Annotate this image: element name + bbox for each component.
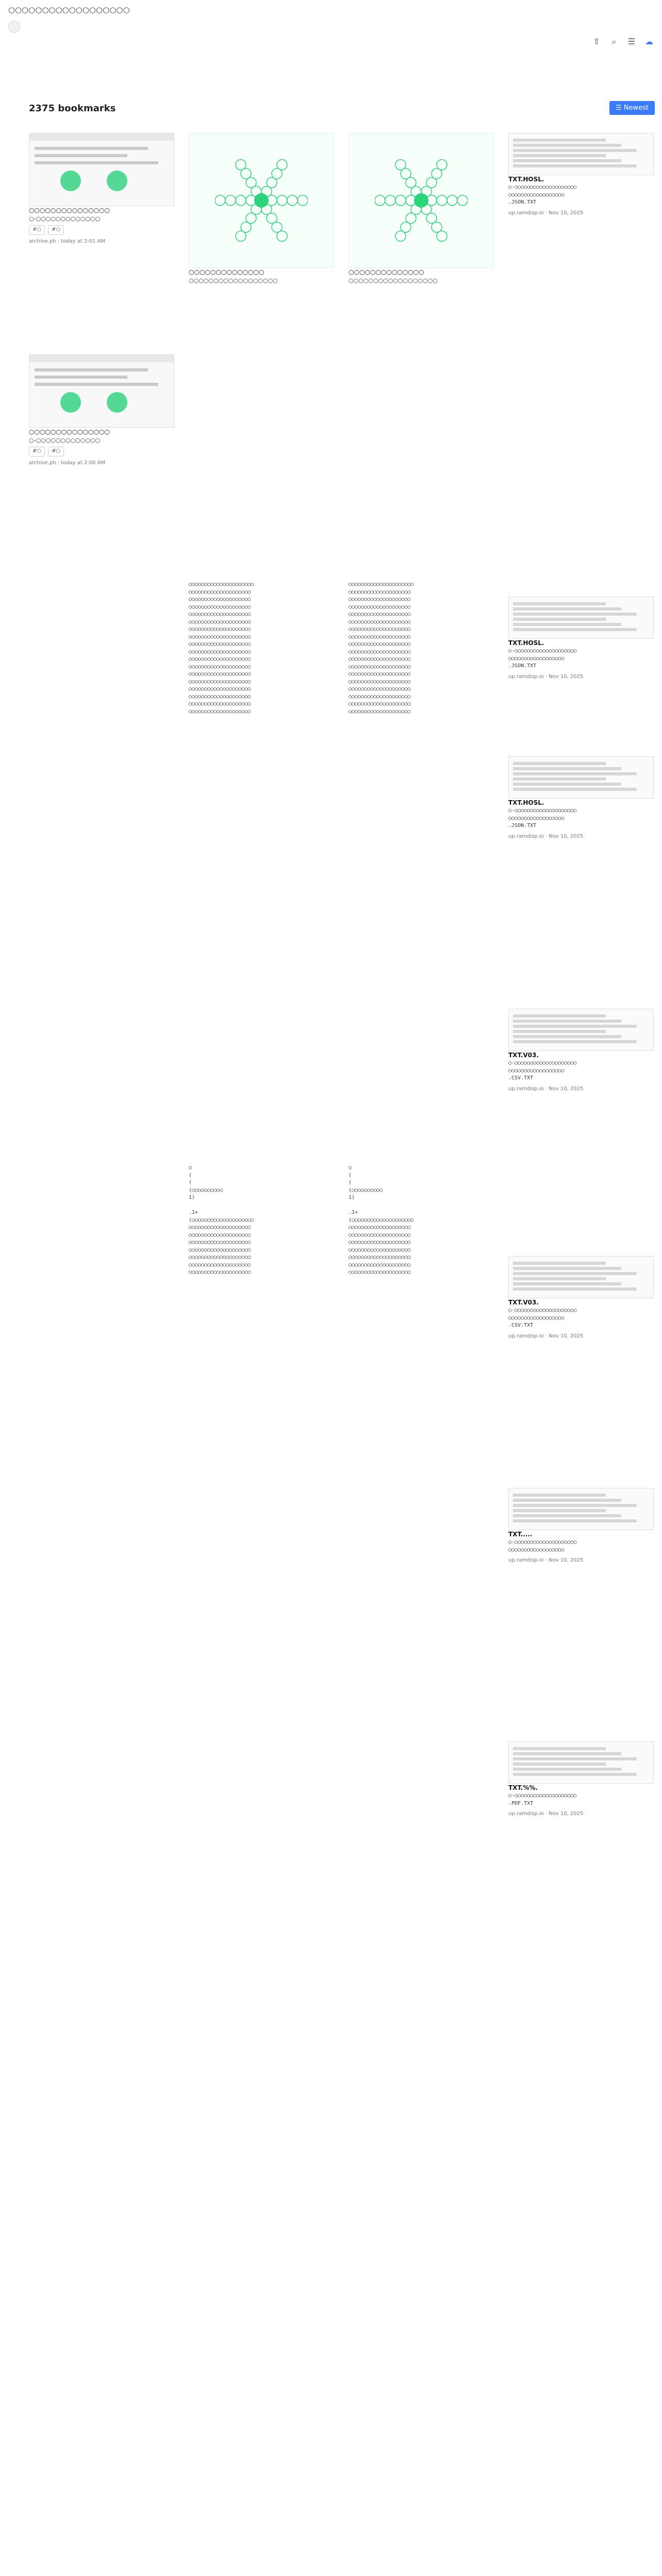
card-title: TXT.HOSL. <box>508 799 544 806</box>
bookmark-card[interactable]: ○○○○○○○○○○○○○○○ ○-○○○○○○○○○○○○○ #○ #○ archive.ph · today at 2:00 AM <box>29 354 173 467</box>
card-title: ○○○○○○○○○○○○○○○ <box>29 207 110 214</box>
preview-image <box>508 133 654 175</box>
preview-image <box>508 1256 654 1298</box>
card-subtitle: ○○○○○○○○○○○○○○○○○○ <box>189 277 278 284</box>
card-subtitle: ○-○○○○○○○○○○○○○ <box>29 215 101 223</box>
card-title: TXT.V03. <box>508 1052 539 1059</box>
bookmark-card[interactable]: TXT.V03. ○-○○○○○○○○○○○○○○○○○○○○ ○○○○○○○○○○○○○○○○○○ .CSV.TXT up.ramdisp.io · Nov 10, 2025 <box>508 1009 653 1093</box>
tag[interactable]: #○ <box>29 447 45 456</box>
timestamp: today at 2:00 AM <box>61 460 106 466</box>
card-title: ○○○○○○○○○○○○○○ <box>349 268 424 276</box>
timestamp: Nov 10, 2025 <box>549 1086 584 1092</box>
bookmark-card[interactable] <box>189 133 333 285</box>
timestamp: Nov 10, 2025 <box>549 673 584 680</box>
card-title: TXT..... <box>508 1531 533 1538</box>
card-title: TXT.V03. <box>508 1299 539 1306</box>
bookmark-card[interactable]: TXT.HOSL. ○-○○○○○○○○○○○○○○○○○○○○ ○○○○○○○○○○○○○○○○○○ .JSON.TXT up.ramdisp.io · Nov 10, 2025 <box>508 756 653 840</box>
card-subtitle: ○○○○○○○○○○○○○○○○○○ <box>349 277 438 284</box>
search-icon[interactable]: ⌕ <box>611 37 617 46</box>
timestamp: Nov 10, 2025 <box>549 833 584 839</box>
card-title: TXT.HOSL. <box>508 639 544 647</box>
top-bar <box>0 0 662 30</box>
timestamp: Nov 10, 2025 <box>549 210 584 216</box>
toolbar-icons <box>591 36 655 47</box>
timestamp: today at 2:01 AM <box>61 238 106 244</box>
thumbnail <box>29 133 174 206</box>
source: archive.ph <box>29 460 56 466</box>
thumbnail <box>29 354 174 428</box>
tag[interactable]: #○ <box>29 225 45 235</box>
sort-newest-button[interactable]: ☰ Newest <box>609 101 655 115</box>
source: up.ramdisp.io <box>508 833 544 839</box>
card-body: ○-○○○○○○○○○○○○○○○○○○○○ ○○○○○○○○○○○○○○○○○○ .JSON.TXT <box>508 648 577 669</box>
card-body: ○-○○○○○○○○○○○○○○○○○○○○ ○○○○○○○○○○○○○○○○○○ .CSV.TXT <box>508 1308 577 1329</box>
pattern-image <box>189 133 334 268</box>
menu-icon[interactable]: ☰ <box>627 37 636 46</box>
bookmark-card[interactable] <box>349 133 493 285</box>
bookmark-card[interactable] <box>349 581 493 716</box>
card-subtitle: ○-○○○○○○○○○○○○○ <box>29 437 101 444</box>
bookmark-card[interactable] <box>349 1164 493 1277</box>
card-body: ○-○○○○○○○○○○○○○○○○○○○○ ○○○○○○○○○○○○○○○○○○ <box>508 1539 577 1553</box>
timestamp: Nov 10, 2025 <box>549 1333 584 1339</box>
bookmark-card[interactable]: TXT..... ○-○○○○○○○○○○○○○○○○○○○○ ○○○○○○○○○○○○○○○○○○ up.ramdisp.io · Nov 10, 2025 <box>508 1488 653 1565</box>
bookmark-card[interactable]: TXT.HOSL. ○-○○○○○○○○○○○○○○○○○○○○ ○○○○○○○○○○○○○○○○○○ .JSON.TXT up.ramdisp.io · Nov 10, 2025 <box>508 133 653 217</box>
source: up.ramdisp.io <box>508 1557 544 1564</box>
bookmark-card[interactable]: ○○○○○○○○○○○○○○○ ○-○○○○○○○○○○○○○ #○ #○ archive.ph · today at 2:01 AM <box>29 133 173 245</box>
card-body: ○-○○○○○○○○○○○○○○○○○○○○ ○○○○○○○○○○○○○○○○○○ .CSV.TXT <box>508 1060 577 1081</box>
avatar[interactable] <box>8 21 21 33</box>
share-icon[interactable]: ⇪ <box>593 37 600 46</box>
card-title: TXT.HOSL. <box>508 176 544 183</box>
bookmark-card[interactable] <box>189 1164 333 1277</box>
app-title: ○○○○○○○○○○○○○○○○○○ <box>8 5 130 14</box>
code-body: ○ ( ( (○○○○○○○○○○ 1) .1+ (○○○○○○○○○○○○○○○○○○○○ ○○○○○○○○○○○○○○○○○○○○ ○○○○○○○○○○○○○○○○○○○○ ○○○○○○○○○○○○○○○○○○○○ ○○○○○○○○○○○○○○○○○○○○ ○○○○○○○○○○○○○○○○○○○○ ○○○○○○○○○○○○○○○○○○○○ ○○○○○○○○○○○○○○○○○○○○ <box>349 1165 414 1275</box>
card-title: ○○○○○○○○○○○○○○○ <box>29 428 110 435</box>
bookmark-card[interactable]: TXT.V03. ○-○○○○○○○○○○○○○○○○○○○○ ○○○○○○○○○○○○○○○○○○ .CSV.TXT up.ramdisp.io · Nov 10, 2025 <box>508 1256 653 1340</box>
bookmark-count: 2375 bookmarks <box>29 103 116 114</box>
card-body: ○-○○○○○○○○○○○○○○○○○○○○ ○○○○○○○○○○○○○○○○○○ .JSON.TXT <box>508 184 577 206</box>
timestamp: Nov 10, 2025 <box>549 1811 584 1817</box>
bookmark-card[interactable] <box>189 581 333 716</box>
card-body: ○○○○○○○○○○○○○○○○○○○○○ ○○○○○○○○○○○○○○○○○○○○ ○○○○○○○○○○○○○○○○○○○○ ○○○○○○○○○○○○○○○○○○○○ ○○○○○○○○○○○○○○○○○○○○ ○○○○○○○○○○○○○○○○○○○○ ○○○○○○○○○○○○○○○○○○○○ ○○○○○○○○○○○○○○○○○○○○ ○○○○○○○○○○○○○○○○○○○○ ○○○○○○○○○○○○○○○○○○○○ ○○○○○○○○○○○○○○○○○○○○ ○○○○○○○○○○○○○○○○○○○○ ○○○○○○○○○○○○○○○○○○○○ ○○○○○○○○○○○○○○○○○○○○ ○○○○○○○○○○○○○○○○○○○○ ○○○○○○○○○○○○○○○○○○○○ ○○○○○○○○○○○○○○○○○○○○ ○○○○○○○○○○○○○○○○○○○○ <box>349 582 414 715</box>
timestamp: Nov 10, 2025 <box>549 1557 584 1564</box>
tag[interactable]: #○ <box>48 447 64 456</box>
bookmark-card[interactable]: TXT.HOSL. ○-○○○○○○○○○○○○○○○○○○○○ ○○○○○○○○○○○○○○○○○○ .JSON.TXT up.ramdisp.io · Nov 10, 2025 <box>508 597 653 681</box>
preview-image <box>508 1488 654 1530</box>
preview-image <box>508 756 654 799</box>
source: up.ramdisp.io <box>508 1333 544 1339</box>
source: up.ramdisp.io <box>508 210 544 216</box>
card-title: ○○○○○○○○○○○○○○ <box>189 268 264 276</box>
source: archive.ph <box>29 238 56 244</box>
cloud-icon[interactable]: ☁ <box>645 37 653 46</box>
pattern-image <box>349 133 494 268</box>
card-body: ○-○○○○○○○○○○○○○○○○○○○○ .PDF.TXT <box>508 1793 577 1806</box>
code-body: ○ ( ( (○○○○○○○○○○ 1) .1+ (○○○○○○○○○○○○○○○○○○○○ ○○○○○○○○○○○○○○○○○○○○ ○○○○○○○○○○○○○○○○○○○○ ○○○○○○○○○○○○○○○○○○○○ ○○○○○○○○○○○○○○○○○○○○ ○○○○○○○○○○○○○○○○○○○○ ○○○○○○○○○○○○○○○○○○○○ ○○○○○○○○○○○○○○○○○○○○ <box>189 1165 254 1275</box>
card-title: TXT.%%. <box>508 1784 538 1791</box>
source: up.ramdisp.io <box>508 1086 544 1092</box>
card-body: ○-○○○○○○○○○○○○○○○○○○○○ ○○○○○○○○○○○○○○○○○○ .JSON.TXT <box>508 808 577 829</box>
tag[interactable]: #○ <box>48 225 64 235</box>
source: up.ramdisp.io <box>508 1811 544 1817</box>
bookmark-card[interactable]: TXT.%%. ○-○○○○○○○○○○○○○○○○○○○○ .PDF.TXT up.ramdisp.io · Nov 10, 2025 <box>508 1741 653 1818</box>
preview-image <box>508 1741 654 1784</box>
source: up.ramdisp.io <box>508 673 544 680</box>
card-body: ○○○○○○○○○○○○○○○○○○○○○ ○○○○○○○○○○○○○○○○○○○○ ○○○○○○○○○○○○○○○○○○○○ ○○○○○○○○○○○○○○○○○○○○ ○○○○○○○○○○○○○○○○○○○○ ○○○○○○○○○○○○○○○○○○○○ ○○○○○○○○○○○○○○○○○○○○ ○○○○○○○○○○○○○○○○○○○○ ○○○○○○○○○○○○○○○○○○○○ ○○○○○○○○○○○○○○○○○○○○ ○○○○○○○○○○○○○○○○○○○○ ○○○○○○○○○○○○○○○○○○○○ ○○○○○○○○○○○○○○○○○○○○ ○○○○○○○○○○○○○○○○○○○○ ○○○○○○○○○○○○○○○○○○○○ ○○○○○○○○○○○○○○○○○○○○ ○○○○○○○○○○○○○○○○○○○○ ○○○○○○○○○○○○○○○○○○○○ <box>189 582 254 715</box>
preview-image <box>508 1009 654 1051</box>
preview-image <box>508 597 654 639</box>
